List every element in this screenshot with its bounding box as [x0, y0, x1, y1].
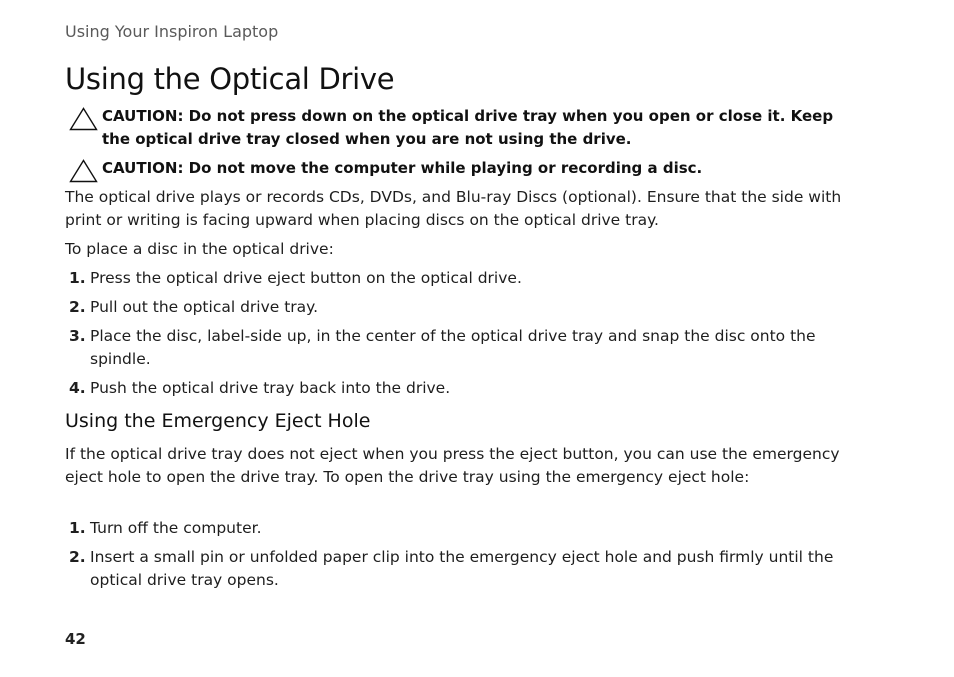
step-text: Place the disc, label-side up, in the center of the optical drive tray and snap the disc onto the spindle.	[90, 327, 816, 368]
step-number: 1.	[69, 519, 86, 537]
step-number: 4.	[69, 379, 86, 397]
subsection-intro: If the optical drive tray does not eject when you press the eject button, you can use the emergency eject hole to open the drive tray. To open the drive tray using the emergency eject hole:	[65, 445, 840, 486]
step-text: Push the optical drive tray back into the drive.	[90, 379, 451, 397]
caution-triangle-icon	[69, 107, 98, 131]
step-number: 2.	[69, 548, 86, 566]
step-number: 1.	[69, 269, 86, 287]
page-title: Using the Optical Drive	[65, 62, 395, 96]
subsection-title: Using the Emergency Eject Hole	[65, 410, 371, 432]
caution-text: CAUTION: Do not press down on the optical drive tray when you open or close it. Keep the optical drive tray closed when you are not using the drive.	[102, 107, 834, 148]
step-text: Turn off the computer.	[90, 519, 262, 537]
running-head: Using Your Inspiron Laptop	[65, 22, 279, 41]
caution-triangle-icon	[69, 159, 98, 183]
step-number: 2.	[69, 298, 86, 316]
intro-paragraph: The optical drive plays or records CDs, DVDs, and Blu-ray Discs (optional). Ensure that the side with print or writing is facing upward when placing discs on the optical drive tray.	[65, 188, 842, 229]
page-number: 42	[65, 630, 86, 648]
steps-intro: To place a disc in the optical drive:	[65, 240, 334, 258]
step-text: Press the optical drive eject button on the optical drive.	[90, 269, 522, 287]
step-text: Insert a small pin or unfolded paper clip into the emergency eject hole and push firmly until the optical drive tray opens.	[90, 548, 834, 589]
caution-note	[69, 157, 852, 183]
step-text: Pull out the optical drive tray.	[90, 298, 319, 316]
caution-note	[69, 105, 852, 151]
caution-text: CAUTION: Do not move the computer while playing or recording a disc.	[102, 159, 703, 177]
step-number: 3.	[69, 327, 86, 345]
